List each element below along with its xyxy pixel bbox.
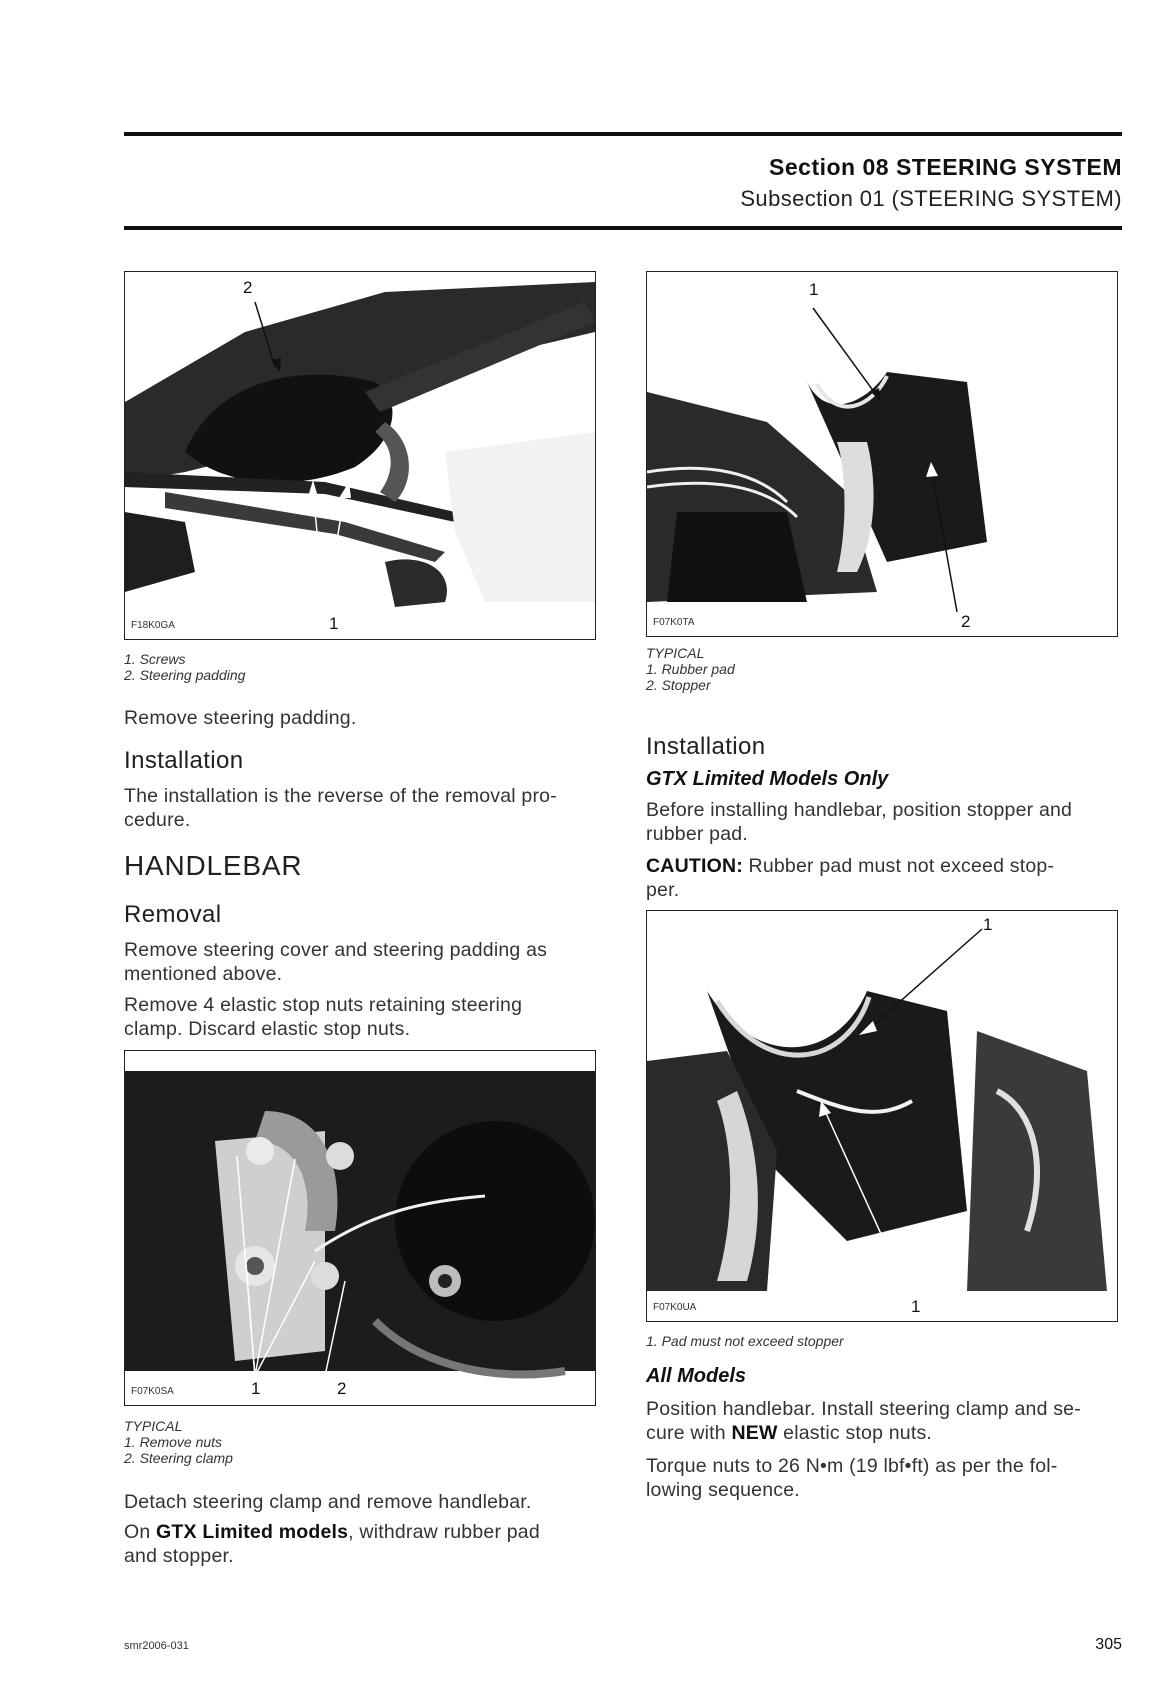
photo-pad-stopper <box>647 911 1117 1321</box>
figure-steering-padding <box>124 271 596 640</box>
figure-code: F07K0TA <box>653 617 695 628</box>
paragraph-before-line2: rubber pad. <box>646 823 748 845</box>
gtx-bold: GTX Limited models <box>156 1521 349 1543</box>
callout-2: 2 <box>961 612 971 631</box>
callout-2: 2 <box>337 1379 347 1398</box>
figure-code: F07K0UA <box>653 1302 697 1313</box>
heading-handlebar: HANDLEBAR <box>124 850 303 881</box>
caption-item-2: 2. Stopper <box>646 677 711 693</box>
caption-item-1: 1. Pad must not exceed stopper <box>646 1333 844 1349</box>
photo-rubber-pad-stopper <box>647 272 1117 636</box>
paragraph-install-line1: The installation is the reverse of the removal pro- <box>124 785 557 807</box>
paragraph-before-line1: Before installing handlebar, position stopper and <box>646 799 1073 821</box>
position-post: elastic stop nuts. <box>777 1422 933 1444</box>
position-pre: cure with <box>646 1422 732 1444</box>
subsection-title: Subsection 01 (STEERING SYSTEM) <box>740 186 1122 211</box>
paragraph-detach: Detach steering clamp and remove handlebar. <box>124 1491 532 1513</box>
figure-rubber-pad-stopper <box>646 271 1118 637</box>
header-top-rule <box>124 132 1122 136</box>
heading-installation-right: Installation <box>646 733 766 760</box>
figure-code: F18K0GA <box>131 620 175 631</box>
heading-installation: Installation <box>124 747 244 774</box>
callout-1: 1 <box>809 280 819 299</box>
position-new: NEW <box>731 1422 778 1444</box>
callout-1: 1 <box>329 614 339 633</box>
paragraph-gtx-line1 <box>124 1520 540 1544</box>
figure-steering-clamp <box>124 1050 596 1406</box>
header-bottom-rule <box>124 226 1122 230</box>
photo-steering-clamp <box>125 1051 595 1405</box>
caption-item-1: 1. Remove nuts <box>124 1434 223 1450</box>
callout-1: 1 <box>251 1379 261 1398</box>
section-title: Section 08 STEERING SYSTEM <box>769 154 1122 180</box>
paragraph-install-line2: cedure. <box>124 809 191 831</box>
heading-all-models: All Models <box>646 1365 747 1387</box>
caution-line2: per. <box>646 879 680 901</box>
paragraph-removal2-line2: clamp. Discard elastic stop nuts. <box>124 1018 411 1040</box>
paragraph-position-line1: Position handlebar. Install steering clamp and se- <box>646 1398 1081 1420</box>
caution-line1 <box>646 854 1054 878</box>
gtx-prefix: On <box>124 1521 157 1543</box>
photo-steering-padding <box>125 272 595 639</box>
paragraph-removal1-line2: mentioned above. <box>124 963 283 985</box>
paragraph-removal2-line1: Remove 4 elastic stop nuts retaining steering <box>124 994 523 1016</box>
heading-gtx-limited: GTX Limited Models Only <box>646 768 889 790</box>
paragraph-remove-padding: Remove steering padding. <box>124 707 357 729</box>
heading-removal: Removal <box>124 901 222 928</box>
paragraph-removal1-line1: Remove steering cover and steering padding as <box>124 939 548 961</box>
callout-1-top: 1 <box>983 915 993 934</box>
caution-label: CAUTION: <box>646 855 743 877</box>
paragraph-gtx-line2: and stopper. <box>124 1545 234 1567</box>
caption-item-2: 2. Steering padding <box>124 667 246 683</box>
caption-item-1: 1. Screws <box>124 651 186 667</box>
caption-item-1: 1. Rubber pad <box>646 661 735 677</box>
paragraph-torque-line1: Torque nuts to 26 N•m (19 lbf•ft) as per the fol- <box>646 1455 1058 1477</box>
paragraph-position-line2 <box>646 1421 932 1445</box>
caption-typical: TYPICAL <box>646 645 705 661</box>
callout-2: 2 <box>243 278 253 297</box>
callout-1-bottom: 1 <box>911 1297 921 1316</box>
figure-code: F07K0SA <box>131 1386 174 1397</box>
footer-document-code: smr2006-031 <box>124 1640 189 1652</box>
caption-typical: TYPICAL <box>124 1418 183 1434</box>
gtx-suffix: , withdraw rubber pad <box>348 1521 540 1543</box>
caption-item-2: 2. Steering clamp <box>124 1450 233 1466</box>
paragraph-torque-line2: lowing sequence. <box>646 1479 800 1501</box>
figure-pad-stopper <box>646 910 1118 1322</box>
caution-text: Rubber pad must not exceed stop- <box>742 855 1055 877</box>
page-number: 305 <box>1095 1636 1122 1653</box>
